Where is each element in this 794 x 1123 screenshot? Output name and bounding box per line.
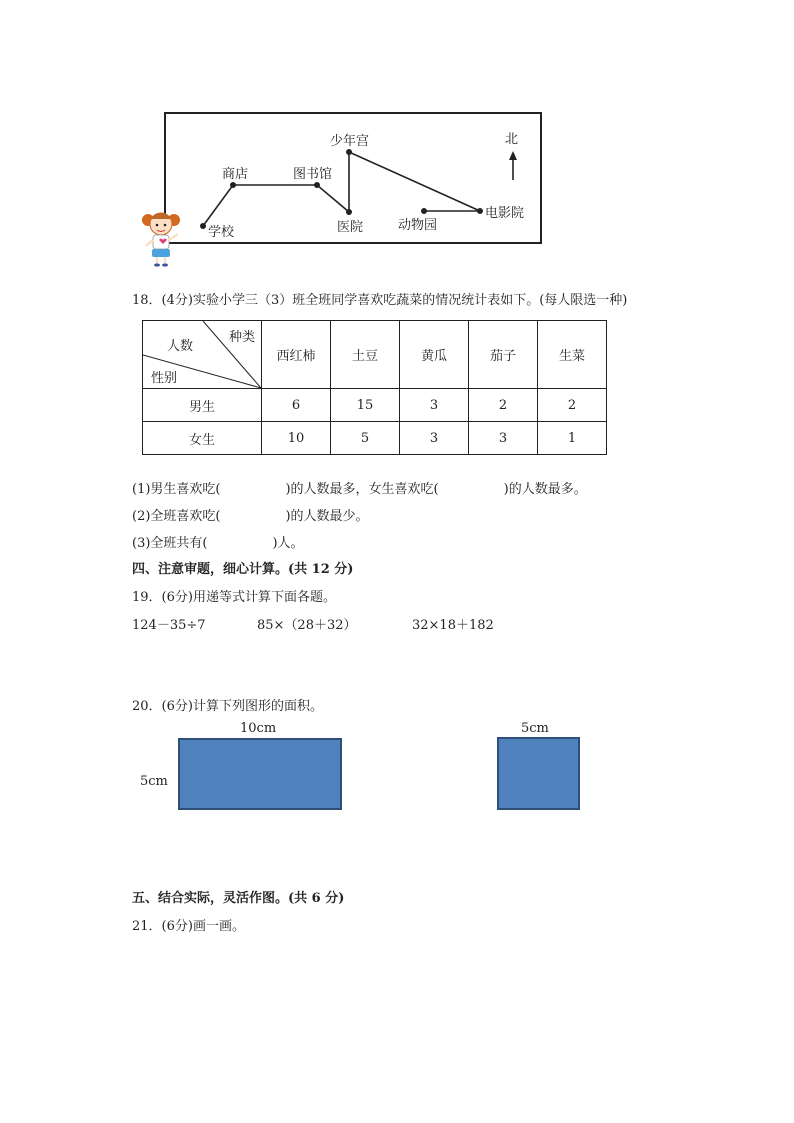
youth-palace-point	[346, 149, 352, 155]
table-cell: 3	[400, 422, 469, 455]
girl-illustration	[142, 213, 180, 267]
col-header: 西红柿	[262, 321, 331, 389]
table-row	[143, 422, 607, 455]
q19-expr-1: 124－35÷7	[132, 618, 206, 633]
vegetable-stats-table	[142, 320, 607, 455]
table-cell: 2	[538, 389, 607, 422]
table-cell: 10	[262, 422, 331, 455]
row-label: 女生	[143, 422, 262, 455]
table-cell: 3	[400, 389, 469, 422]
table-cell: 6	[262, 389, 331, 422]
route-map	[0, 0, 794, 280]
shop-point	[230, 182, 236, 188]
square-shape	[497, 737, 580, 810]
q19-expr-3: 32×18＋182	[412, 618, 494, 633]
table-corner-header	[143, 321, 262, 389]
youth-palace-label: 少年宫	[330, 134, 370, 149]
zoo-point	[421, 208, 427, 214]
route-line	[203, 152, 480, 226]
library-label: 图书馆	[293, 167, 333, 182]
north-label: 北	[505, 132, 519, 147]
rect-height-label: 5cm	[140, 774, 168, 789]
q18-sub3: (3)全班共有( )人。	[132, 536, 304, 551]
hospital-point	[346, 209, 352, 215]
corner-count-label: 人数	[167, 339, 194, 354]
table-cell: 5	[331, 422, 400, 455]
rect-width-label: 10cm	[240, 721, 277, 736]
q19-expr-2: 85×（28＋32）	[257, 618, 357, 633]
table-cell: 15	[331, 389, 400, 422]
q21-title: 21．(6分)画一画。	[132, 919, 245, 934]
q19-title: 19．(6分)用递等式计算下面各题。	[132, 590, 336, 605]
school-point	[200, 223, 206, 229]
cinema-point	[477, 208, 483, 214]
section5-heading: 五、结合实际，灵活作图。(共 6 分)	[132, 891, 345, 906]
table-row	[143, 389, 607, 422]
corner-gender-label: 性别	[151, 371, 178, 386]
table-cell: 1	[538, 422, 607, 455]
north-arrowhead-icon	[509, 151, 517, 160]
col-header: 生菜	[538, 321, 607, 389]
cinema-label: 电影院	[485, 206, 525, 221]
zoo-label: 动物园	[398, 218, 438, 233]
square-side-label: 5cm	[521, 721, 549, 736]
row-label: 男生	[143, 389, 262, 422]
section4-heading: 四、注意审题，细心计算。(共 12 分)	[132, 562, 354, 577]
shop-label: 商店	[222, 167, 249, 182]
q18-title: 18．(4分)实验小学三（3）班全班同学喜欢吃蔬菜的情况统计表如下。(每人限选一种)	[132, 293, 628, 308]
rectangle-shape	[178, 738, 342, 810]
table-cell: 3	[469, 422, 538, 455]
hospital-label: 医院	[337, 220, 364, 235]
col-header: 黄瓜	[400, 321, 469, 389]
q20-title: 20．(6分)计算下列图形的面积。	[132, 699, 323, 714]
col-header: 茄子	[469, 321, 538, 389]
col-header: 土豆	[331, 321, 400, 389]
table-cell: 2	[469, 389, 538, 422]
library-point	[314, 182, 320, 188]
q18-sub2: (2)全班喜欢吃( )的人数最少。	[132, 509, 369, 524]
corner-kind-label: 种类	[229, 330, 256, 345]
q18-sub1: (1)男生喜欢吃( )的人数最多，女生喜欢吃( )的人数最多。	[132, 482, 587, 497]
school-label: 学校	[208, 225, 235, 240]
